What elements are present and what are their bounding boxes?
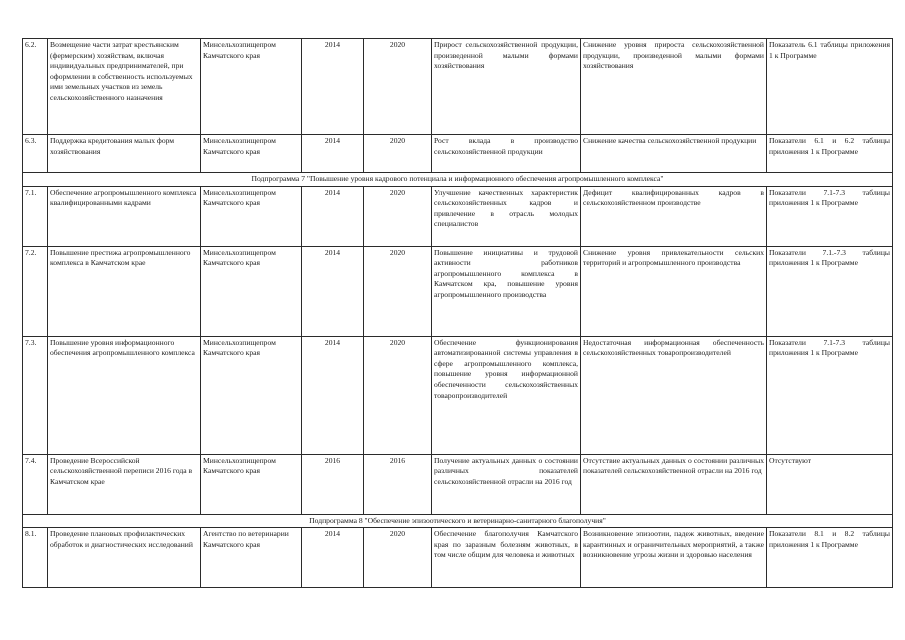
table-row [23, 135, 893, 173]
start-year: 2014 [302, 39, 364, 135]
related-indicators: Показатели 7.1-7.3 таблицы приложения 1 к Программе [767, 336, 893, 454]
measure-name: Обеспечение агропромышленного комплекса квалифицированными кадрами [48, 186, 201, 246]
end-year: 2020 [364, 246, 432, 336]
expected-result: Обеспечение благополучия Камчатского края по заразным болезням животных, в том числе общим для человека и животных [432, 528, 581, 588]
measure-name: Проведение Всероссийской сельскохозяйственной переписи 2016 года в Камчатском крае [48, 454, 201, 514]
related-indicators: Отсутствуют [767, 454, 893, 514]
start-year: 2016 [302, 454, 364, 514]
responsible-executor: Агентство по ветеринарии Камчатского края [201, 528, 302, 588]
table-body [23, 39, 893, 588]
responsible-executor: Минсельхозпищепром Камчатского края [201, 39, 302, 135]
non-implementation-consequence: Снижение качества сельскохозяйственной продукции [581, 135, 767, 173]
responsible-executor: Минсельхозпищепром Камчатского края [201, 186, 302, 246]
table-row [23, 454, 893, 514]
measure-number: 7.1. [23, 186, 48, 246]
program-measures-table [22, 38, 893, 588]
start-year: 2014 [302, 528, 364, 588]
end-year: 2020 [364, 186, 432, 246]
measure-number: 7.2. [23, 246, 48, 336]
start-year: 2014 [302, 135, 364, 173]
expected-result: Обеспечение функционирования автоматизированной системы управления в сфере агропромышленного комплекса, повышение уровня информационной обеспеченности сельскохозяйственных товаропроизводителей [432, 336, 581, 454]
subprogram-title: Подпрограмма 8 "Обеспечение эпизоотического и ветеринарно-санитарного благополучия" [23, 514, 893, 528]
start-year: 2014 [302, 336, 364, 454]
non-implementation-consequence: Возникновение эпизоотии, падеж животных, введение карантинных и ограничительных мероприятий, а также возникновение угрозы жизни и здоровью населения [581, 528, 767, 588]
start-year: 2014 [302, 186, 364, 246]
subprogram-header-row [23, 173, 893, 187]
measure-number: 6.3. [23, 135, 48, 173]
measure-number: 6.2. [23, 39, 48, 135]
table-row [23, 528, 893, 588]
end-year: 2020 [364, 135, 432, 173]
measure-number: 7.4. [23, 454, 48, 514]
measure-name: Повышение уровня информационного обеспечения агропромышленного комплекса [48, 336, 201, 454]
non-implementation-consequence: Снижение уровня прироста сельскохозяйственной продукции, произведенной малыми формами хозяйствования [581, 39, 767, 135]
end-year: 2020 [364, 39, 432, 135]
end-year: 2020 [364, 528, 432, 588]
related-indicators: Показатели 8.1 и 8.2 таблицы приложения 1 к Программе [767, 528, 893, 588]
expected-result: Получение актуальных данных о состоянии различных показателей сельскохозяйственной отрасли на 2016 год [432, 454, 581, 514]
responsible-executor: Минсельхозпищепром Камчатского края [201, 454, 302, 514]
expected-result: Улучшение качественных характеристик сельскохозяйственных кадров и привлечение в отрасль молодых специалистов [432, 186, 581, 246]
table-row [23, 246, 893, 336]
responsible-executor: Минсельхозпищепром Камчатского края [201, 135, 302, 173]
related-indicators: Показатели 7.1-7.3 таблицы приложения 1 к Программе [767, 186, 893, 246]
measure-name: Повышение престижа агропромышленного комплекса в Камчатском крае [48, 246, 201, 336]
non-implementation-consequence: Дефицит квалифицированных кадров в сельскохозяйственном производстве [581, 186, 767, 246]
table-row [23, 336, 893, 454]
measure-name: Возмещение части затрат крестьянским (фермерским) хозяйствам, включая индивидуальных предпринимателей, при оформлении в собственность используемых ими земельных участков из земель сельскохозяйственного назначения [48, 39, 201, 135]
responsible-executor: Минсельхозпищепром Камчатского края [201, 246, 302, 336]
non-implementation-consequence: Отсутствие актуальных данных о состоянии различных показателей сельскохозяйственной отрасли на 2016 год [581, 454, 767, 514]
expected-result: Повышение инициативы и трудовой активности работников агропромышленного комплекса в Камчатском кра, повышение уровня агропромышленного производства [432, 246, 581, 336]
measure-name: Проведение плановых профилактических обработок и диагностических исследований [48, 528, 201, 588]
non-implementation-consequence: Недостаточная информационная обеспеченность сельскохозяйственных товаропроизводителей [581, 336, 767, 454]
end-year: 2020 [364, 336, 432, 454]
measure-name: Поддержка кредитования малых форм хозяйствования [48, 135, 201, 173]
start-year: 2014 [302, 246, 364, 336]
related-indicators: Показатели 6.1 и 6.2 таблицы приложения 1 к Программе [767, 135, 893, 173]
measure-number: 7.3. [23, 336, 48, 454]
subprogram-header-row [23, 514, 893, 528]
related-indicators: Показатели 7.1.-7.3 таблицы приложения 1 к Программе [767, 246, 893, 336]
expected-result: Прирост сельскохозяйственной продукции, произведенной малыми формами хозяйствования [432, 39, 581, 135]
expected-result: Рост вклада в производство сельскохозяйственной продукции [432, 135, 581, 173]
responsible-executor: Минсельхозпищепром Камчатского края [201, 336, 302, 454]
table-row [23, 186, 893, 246]
end-year: 2016 [364, 454, 432, 514]
measure-number: 8.1. [23, 528, 48, 588]
table-row [23, 39, 893, 135]
non-implementation-consequence: Снижение уровня привлекательности сельских территорий и агропромышленного производства [581, 246, 767, 336]
subprogram-title: Подпрограмма 7 "Повышение уровня кадрового потенциала и информационного обеспечения агропромышленного комплекса" [23, 173, 893, 187]
related-indicators: Показатель 6.1 таблицы приложения 1 к Программе [767, 39, 893, 135]
